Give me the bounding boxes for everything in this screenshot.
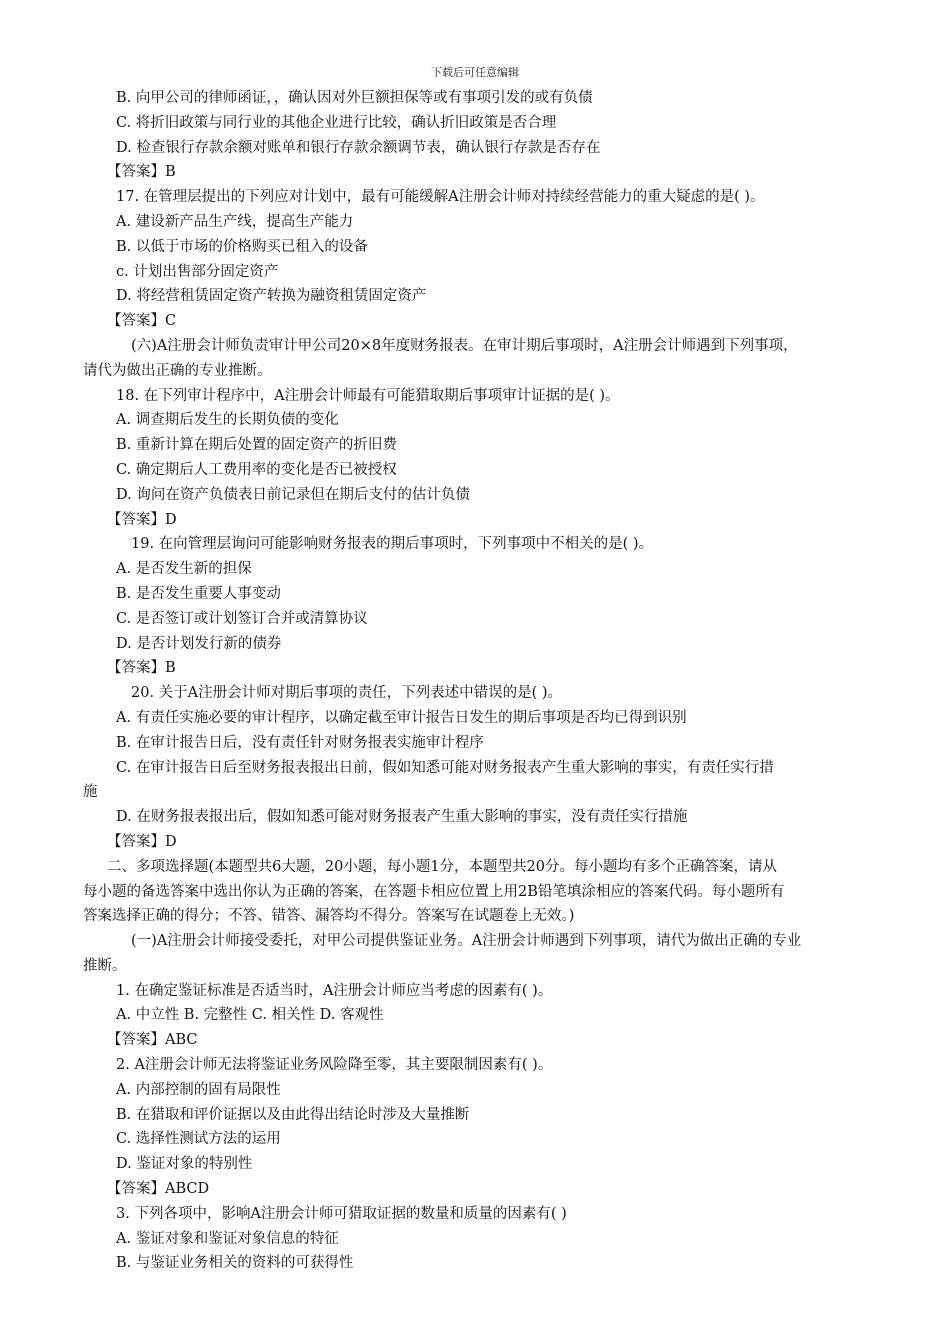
text-line: B. 与鉴证业务相关的资料的可获得性 <box>116 1255 354 1272</box>
text-line: A. 有责任实施必要的审计程序，以确定截至审计报告日发生的期后事项是否均已得到识别 <box>116 709 687 726</box>
text-line: B. 是否发生重要人事变动 <box>116 585 281 602</box>
text-line: D. 询问在资产负债表日前记录但在期后支付的估计负债 <box>116 486 470 503</box>
page-header: 下载后可任意编辑 <box>431 66 519 79</box>
text-line: C. 将折旧政策与同行业的其他企业进行比较，确认折旧政策是否合理 <box>116 114 557 131</box>
text-line: 【答案】D <box>107 833 177 850</box>
text-line: 【答案】ABCD <box>107 1181 210 1198</box>
text-line: 2. A注册会计师无法将鉴证业务风险降至零，其主要限制因素有( )。 <box>116 1057 553 1074</box>
text-line: B. 向甲公司的律师函证，，确认因对外巨额担保等或有事项引发的或有负债 <box>116 90 593 106</box>
text-line: 【答案】B <box>107 660 176 677</box>
text-line: A. 中立性 B. 完整性 C. 相关性 D. 客观性 <box>116 1007 384 1024</box>
text-line: C. 在审计报告日后至财务报表报出日前，假如知悉可能对财务报表产生重大影响的事实，有责任实行措 <box>116 759 774 776</box>
text-line: D. 是否计划发行新的债券 <box>116 635 282 652</box>
text-line: A. 内部控制的固有局限性 <box>116 1081 281 1098</box>
text-line: A. 建设新产品生产线，提高生产能力 <box>116 213 354 230</box>
text-line: 1. 在确定鉴证标准是否适当时，A注册会计师应当考虑的因素有( )。 <box>116 982 553 999</box>
text-line: 【答案】D <box>107 511 177 528</box>
text-line: 18. 在下列审计程序中，A注册会计师最有可能猎取期后事项审计证据的是( )。 <box>116 387 620 404</box>
text-line: A. 是否发生新的担保 <box>116 561 252 578</box>
text-line: 请代为做出正确的专业推断。 <box>83 362 272 379</box>
text-line: B. 在审计报告日后，没有责任针对财务报表实施审计程序 <box>116 734 484 751</box>
text-line: 【答案】B <box>107 164 176 181</box>
text-line: 二、多项选择题(本题型共6大题，20小题，每小题1分，本题型共20分。每小题均有多个正确答案，请从 <box>107 858 778 875</box>
text-line: D. 将经营租赁固定资产转换为融资租赁固定资产 <box>116 288 427 305</box>
text-line: 【答案】ABC <box>107 1032 198 1049</box>
text-line: D. 鉴证对象的特别性 <box>116 1156 253 1173</box>
text-line: 3. 下列各项中，影响A注册会计师可猎取证据的数量和质量的因素有( ) <box>116 1205 567 1222</box>
text-line: 19. 在向管理层询问可能影响财务报表的期后事项时，下列事项中不相关的是( )。 <box>131 536 654 553</box>
text-line: 答案选择正确的得分；不答、错答、漏答均不得分。答案写在试题卷上无效。) <box>83 908 575 925</box>
text-line: c. 计划出售部分固定资产 <box>116 263 279 280</box>
text-line: C. 是否签订或计划签订合并或清算协议 <box>116 610 368 627</box>
text-line: B. 在猎取和评价证据以及由此得出结论时涉及大量推断 <box>116 1106 470 1123</box>
text-line: B. 以低于市场的价格购买已租入的设备 <box>116 238 368 255</box>
text-line: 每小题的备选答案中选出你认为正确的答案，在答题卡相应位置上用2B铅笔填涂相应的答案代码。每小题所有 <box>83 883 785 900</box>
document-body <box>83 86 898 1276</box>
text-line: 施 <box>83 784 98 801</box>
text-line: 【答案】C <box>107 313 177 330</box>
text-line: 推断。 <box>83 957 127 974</box>
text-line: 20. 关于A注册会计师对期后事项的责任，下列表述中错误的是( )。 <box>131 685 563 702</box>
text-line: (六)A注册会计师负责审计甲公司20×8年度财务报表。在审计期后事项时，A注册会计师遇到下列事项， <box>131 337 798 354</box>
text-line: C. 确定期后人工费用率的变化是否已被授权 <box>116 461 397 478</box>
text-line: B. 重新计算在期后处置的固定资产的折旧费 <box>116 437 397 454</box>
text-line: D. 检查银行存款余额对账单和银行存款余额调节表，确认银行存款是否存在 <box>116 139 601 156</box>
text-line: D. 在财务报表报出后，假如知悉可能对财务报表产生重大影响的事实，没有责任实行措施 <box>116 809 688 826</box>
text-line: A. 鉴证对象和鉴证对象信息的特征 <box>116 1230 339 1247</box>
text-line: 17. 在管理层提出的下列应对计划中，最有可能缓解A注册会计师对持续经营能力的重大疑虑的是( )。 <box>116 189 765 206</box>
text-line: C. 选择性测试方法的运用 <box>116 1131 281 1148</box>
text-line: A. 调查期后发生的长期负债的变化 <box>116 412 339 429</box>
text-line: (一)A注册会计师接受委托，对甲公司提供鉴证业务。A注册会计师遇到下列事项，请代为做出正确的专业 <box>131 933 802 950</box>
